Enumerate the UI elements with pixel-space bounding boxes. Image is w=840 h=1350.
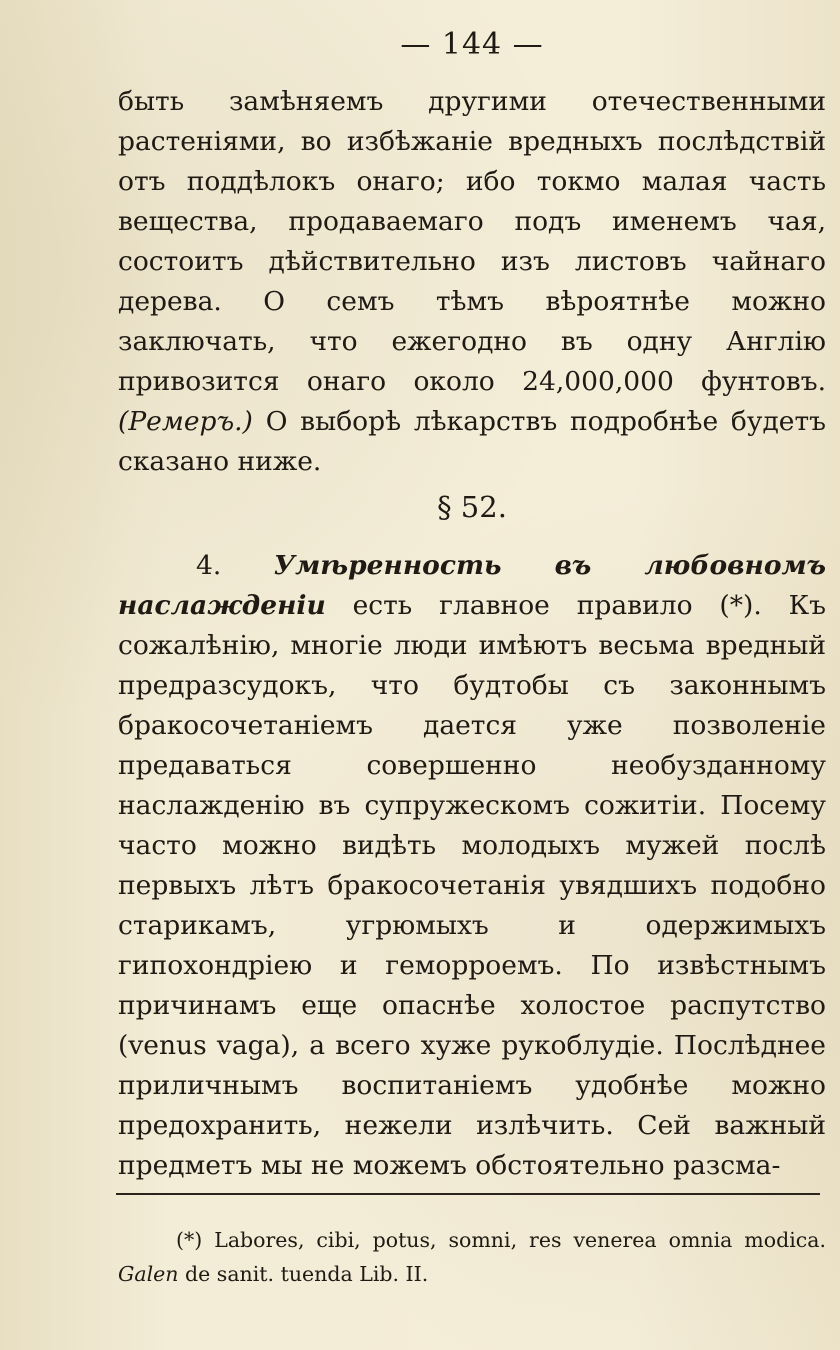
body-paragraph-2: [118, 546, 826, 1186]
paragraph-2-emphasis: Умѣренность въ любовномъ наслажденіи: [118, 550, 826, 621]
body-paragraph-1: [118, 82, 826, 482]
footnote-reference: de sanit. tuenda Lib. II.: [185, 1262, 429, 1286]
paragraph-2-text: есть главное правило (*). Къ сожалѣнію, многіе люди имѣютъ весьма вредный предразсудокъ, что будтобы съ законнымъ бракосочетаніемъ дается уже позволеніе предаваться совершенно необузданному наслажденію въ супружескомъ сожитіи. Посему часто можно видѣть молодыхъ мужей послѣ первыхъ лѣтъ бракосочетанія увядшихъ подобно старикамъ, угрюмыхъ и одержимыхъ гипохондріею и геморроемъ. По извѣстнымъ причинамъ еще опаснѣе холостое распутство (venus vaga), а всего хуже рукоблудіе. Послѣднее приличнымъ воспитаніемъ удобнѣе можно предохранить, нежели излѣчить. Сей важный предметъ мы не можемъ обстоятельно разсма-: [118, 590, 826, 1181]
footnote-divider: [116, 1193, 820, 1195]
paragraph-1-text: быть замѣняемъ другими отечественными растеніями, во избѣжаніе вредныхъ послѣдствій отъ поддѣлокъ онаго; ибо токмо малая часть вещества, продаваемаго подъ именемъ чая, состоитъ дѣйствительно изъ листовъ чайнаго дерева. О семъ тѣмъ вѣроятнѣе можно заключать, что ежегодно въ одну Англію привозится онаго около 24,000,000 фунтовъ.: [118, 86, 826, 397]
citation: (Ремеръ.): [118, 406, 253, 437]
section-heading: § 52.: [437, 490, 507, 524]
paragraph-2-number: 4.: [196, 550, 222, 581]
footnote-author: Galen: [118, 1262, 179, 1286]
footnote: [118, 1223, 826, 1291]
footnote-text: (*) Labores, cibi, potus, somni, res venerea omnia modica.: [176, 1228, 826, 1252]
paragraph-1-end: О выборѣ лѣкарствъ подробнѣе будетъ сказано ниже.: [118, 406, 826, 477]
page-number: — 144 —: [400, 27, 544, 62]
